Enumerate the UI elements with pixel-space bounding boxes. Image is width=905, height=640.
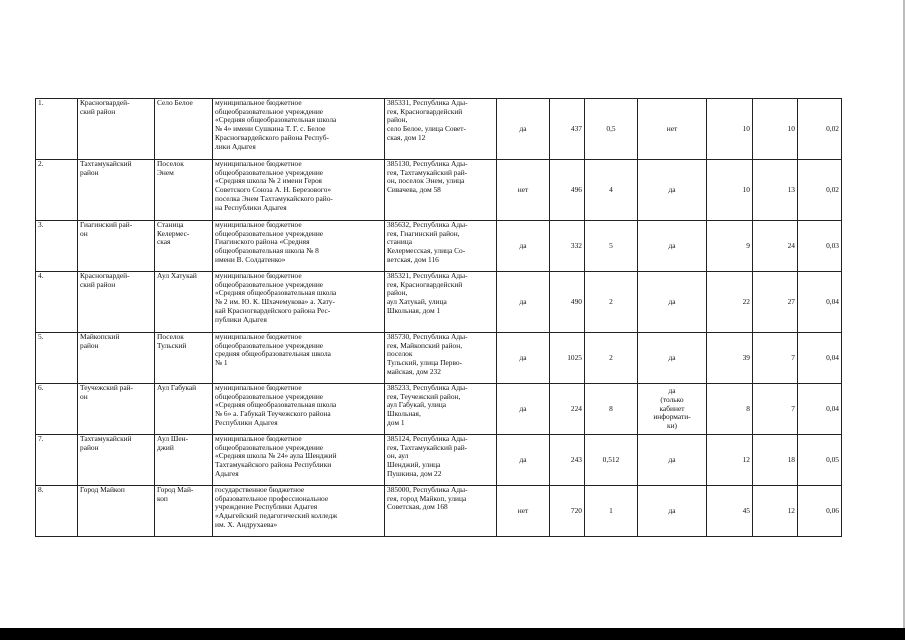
- cell-col6: да: [497, 333, 550, 384]
- cell-number: 2.: [36, 160, 78, 221]
- cell-school-name: муниципальное бюджетное общеобразовательное учреждение «Средняя общеобразовательная школа № 4» имени Сушкина Т. Г. с. Белое Красногвардейского района Респуб- лики Адыгея: [213, 99, 385, 160]
- cell-col8: 5: [585, 221, 638, 272]
- cell-col9: да: [638, 221, 707, 272]
- cell-col10: 12: [707, 435, 753, 486]
- cell-locality: Село Белое: [155, 99, 213, 160]
- cell-number: 5.: [36, 333, 78, 384]
- cell-col10: 9: [707, 221, 753, 272]
- cell-number: 8.: [36, 486, 78, 537]
- cell-col7: 332: [550, 221, 585, 272]
- cell-locality: Поселок Тульский: [155, 333, 213, 384]
- cell-col10: 22: [707, 272, 753, 333]
- cell-col10: 45: [707, 486, 753, 537]
- cell-col11: 7: [753, 333, 798, 384]
- cell-col6: да: [497, 221, 550, 272]
- cell-col6: да: [497, 272, 550, 333]
- cell-locality: Аул Хатукай: [155, 272, 213, 333]
- cell-address: 385000, Республика Ады- гея, город Майкоп, улица Советская, дом 168: [385, 486, 497, 537]
- cell-number: 3.: [36, 221, 78, 272]
- cell-district: Теучежский рай- он: [78, 384, 155, 435]
- cell-col8: 0,5: [585, 99, 638, 160]
- cell-col11: 24: [753, 221, 798, 272]
- table-row: [36, 221, 842, 272]
- cell-col9: нет: [638, 99, 707, 160]
- cell-locality: Аул Шен- джий: [155, 435, 213, 486]
- cell-col8: 2: [585, 333, 638, 384]
- cell-district: Красногвардей- ский район: [78, 272, 155, 333]
- cell-col8: 8: [585, 384, 638, 435]
- cell-col7: 490: [550, 272, 585, 333]
- cell-school-name: муниципальное бюджетное общеобразовательное учреждение средняя общеобразовательная школа № 1: [213, 333, 385, 384]
- cell-col12: 0,04: [798, 333, 842, 384]
- cell-col8: 1: [585, 486, 638, 537]
- cell-school-name: государственное бюджетное образовательное профессиональное учреждение Республики Адыгея «Адыгейский педагогический колледж им. Х. Андрухаева»: [213, 486, 385, 537]
- cell-col12: 0,04: [798, 272, 842, 333]
- cell-col6: нет: [497, 486, 550, 537]
- cell-col6: нет: [497, 160, 550, 221]
- table-body: [36, 99, 842, 537]
- cell-number: 7.: [36, 435, 78, 486]
- cell-col9: да: [638, 435, 707, 486]
- table-row: [36, 435, 842, 486]
- cell-col7: 224: [550, 384, 585, 435]
- cell-col11: 10: [753, 99, 798, 160]
- cell-district: Красногвардей- ский район: [78, 99, 155, 160]
- cell-col7: 1025: [550, 333, 585, 384]
- cell-col12: 0,02: [798, 99, 842, 160]
- cell-address: 385130, Республика Ады- гея, Тахтамукайский рай- он, поселок Энем, улица Сивачева, дом 58: [385, 160, 497, 221]
- cell-col11: 27: [753, 272, 798, 333]
- cell-district: Гиагинский рай- он: [78, 221, 155, 272]
- cell-col8: 4: [585, 160, 638, 221]
- cell-col12: 0,02: [798, 160, 842, 221]
- cell-locality: Город Май- коп: [155, 486, 213, 537]
- cell-locality: Станица Келермес- ская: [155, 221, 213, 272]
- schools-table: [35, 98, 842, 537]
- cell-district: Майкопский район: [78, 333, 155, 384]
- cell-col11: 7: [753, 384, 798, 435]
- cell-school-name: муниципальное бюджетное общеобразовательное учреждение «Средняя общеобразовательная школа № 2 им. Ю. К. Шхачемукова» а. Хату- кай Красногвардейского района Рес- публики Адыгея: [213, 272, 385, 333]
- table-row: [36, 333, 842, 384]
- cell-col10: 10: [707, 99, 753, 160]
- cell-col9: да: [638, 486, 707, 537]
- cell-col6: да: [497, 435, 550, 486]
- cell-col12: 0,04: [798, 384, 842, 435]
- cell-number: 4.: [36, 272, 78, 333]
- cell-district: Город Майкоп: [78, 486, 155, 537]
- cell-col9: да: [638, 333, 707, 384]
- table-row: [36, 272, 842, 333]
- cell-col7: 243: [550, 435, 585, 486]
- cell-school-name: муниципальное бюджетное общеобразовательное учреждение «Средняя общеобразовательная школа № 6» а. Габукай Теучежского района Республики Адыгея: [213, 384, 385, 435]
- cell-number: 1.: [36, 99, 78, 160]
- cell-school-name: муниципальное бюджетное общеобразовательное учреждение «Средняя школа № 2 имени Героя Советского Союза А. Н. Березового» поселка Энем Тахтамукайского райо- на Республики Адыгея: [213, 160, 385, 221]
- cell-col9: да: [638, 272, 707, 333]
- cell-address: 385124, Республика Ады- гея, Тахтамукайский рай- он, аул Шенджий, улица Пушкина, дом 22: [385, 435, 497, 486]
- cell-col8: 2: [585, 272, 638, 333]
- cell-col11: 12: [753, 486, 798, 537]
- cell-col10: 10: [707, 160, 753, 221]
- cell-locality: Аул Габукай: [155, 384, 213, 435]
- cell-address: 385331, Республика Ады- гея, Красногвардейский район, село Белое, улица Совет- ская, дом 12: [385, 99, 497, 160]
- cell-address: 385632, Республика Ады- гея, Гиагинский район, станица Келермесская, улица Со- ветская, дом 116: [385, 221, 497, 272]
- cell-address: 385233, Республика Ады- гея, Теучежский район, аул Габукай, улица Школьная, дом 1: [385, 384, 497, 435]
- cell-number: 6.: [36, 384, 78, 435]
- cell-col7: 437: [550, 99, 585, 160]
- cell-col8: 0,512: [585, 435, 638, 486]
- cell-col12: 0,06: [798, 486, 842, 537]
- cell-col11: 18: [753, 435, 798, 486]
- cell-school-name: муниципальное бюджетное общеобразовательное учреждение «Средняя школа № 24» аула Шенджий Тахтамукайского района Республики Адыгея: [213, 435, 385, 486]
- cell-locality: Поселок Энем: [155, 160, 213, 221]
- cell-col6: да: [497, 99, 550, 160]
- cell-col7: 720: [550, 486, 585, 537]
- table-row: [36, 486, 842, 537]
- scan-edge-bar: [0, 628, 905, 640]
- cell-district: Тахтамукайский район: [78, 160, 155, 221]
- cell-col12: 0,03: [798, 221, 842, 272]
- cell-col10: 39: [707, 333, 753, 384]
- cell-col9: да: [638, 160, 707, 221]
- cell-col11: 13: [753, 160, 798, 221]
- cell-col6: да: [497, 384, 550, 435]
- cell-col10: 8: [707, 384, 753, 435]
- cell-address: 385730, Республика Ады- гея, Майкопский район, поселок Тульский, улица Перво- майская, дом 232: [385, 333, 497, 384]
- cell-col9: да (только кабинет информати- ки): [638, 384, 707, 435]
- cell-col12: 0,05: [798, 435, 842, 486]
- cell-col7: 496: [550, 160, 585, 221]
- table-row: [36, 160, 842, 221]
- cell-address: 385321, Республика Ады- гея, Красногвардейский район, аул Хатукай, улица Школьная, дом 1: [385, 272, 497, 333]
- cell-district: Тахтамукайский район: [78, 435, 155, 486]
- table-row: [36, 99, 842, 160]
- cell-school-name: муниципальное бюджетное общеобразовательное учреждение Гиагинского района «Средняя общеобразовательная школа № 8 имени В. Солдатенко»: [213, 221, 385, 272]
- table-row: [36, 384, 842, 435]
